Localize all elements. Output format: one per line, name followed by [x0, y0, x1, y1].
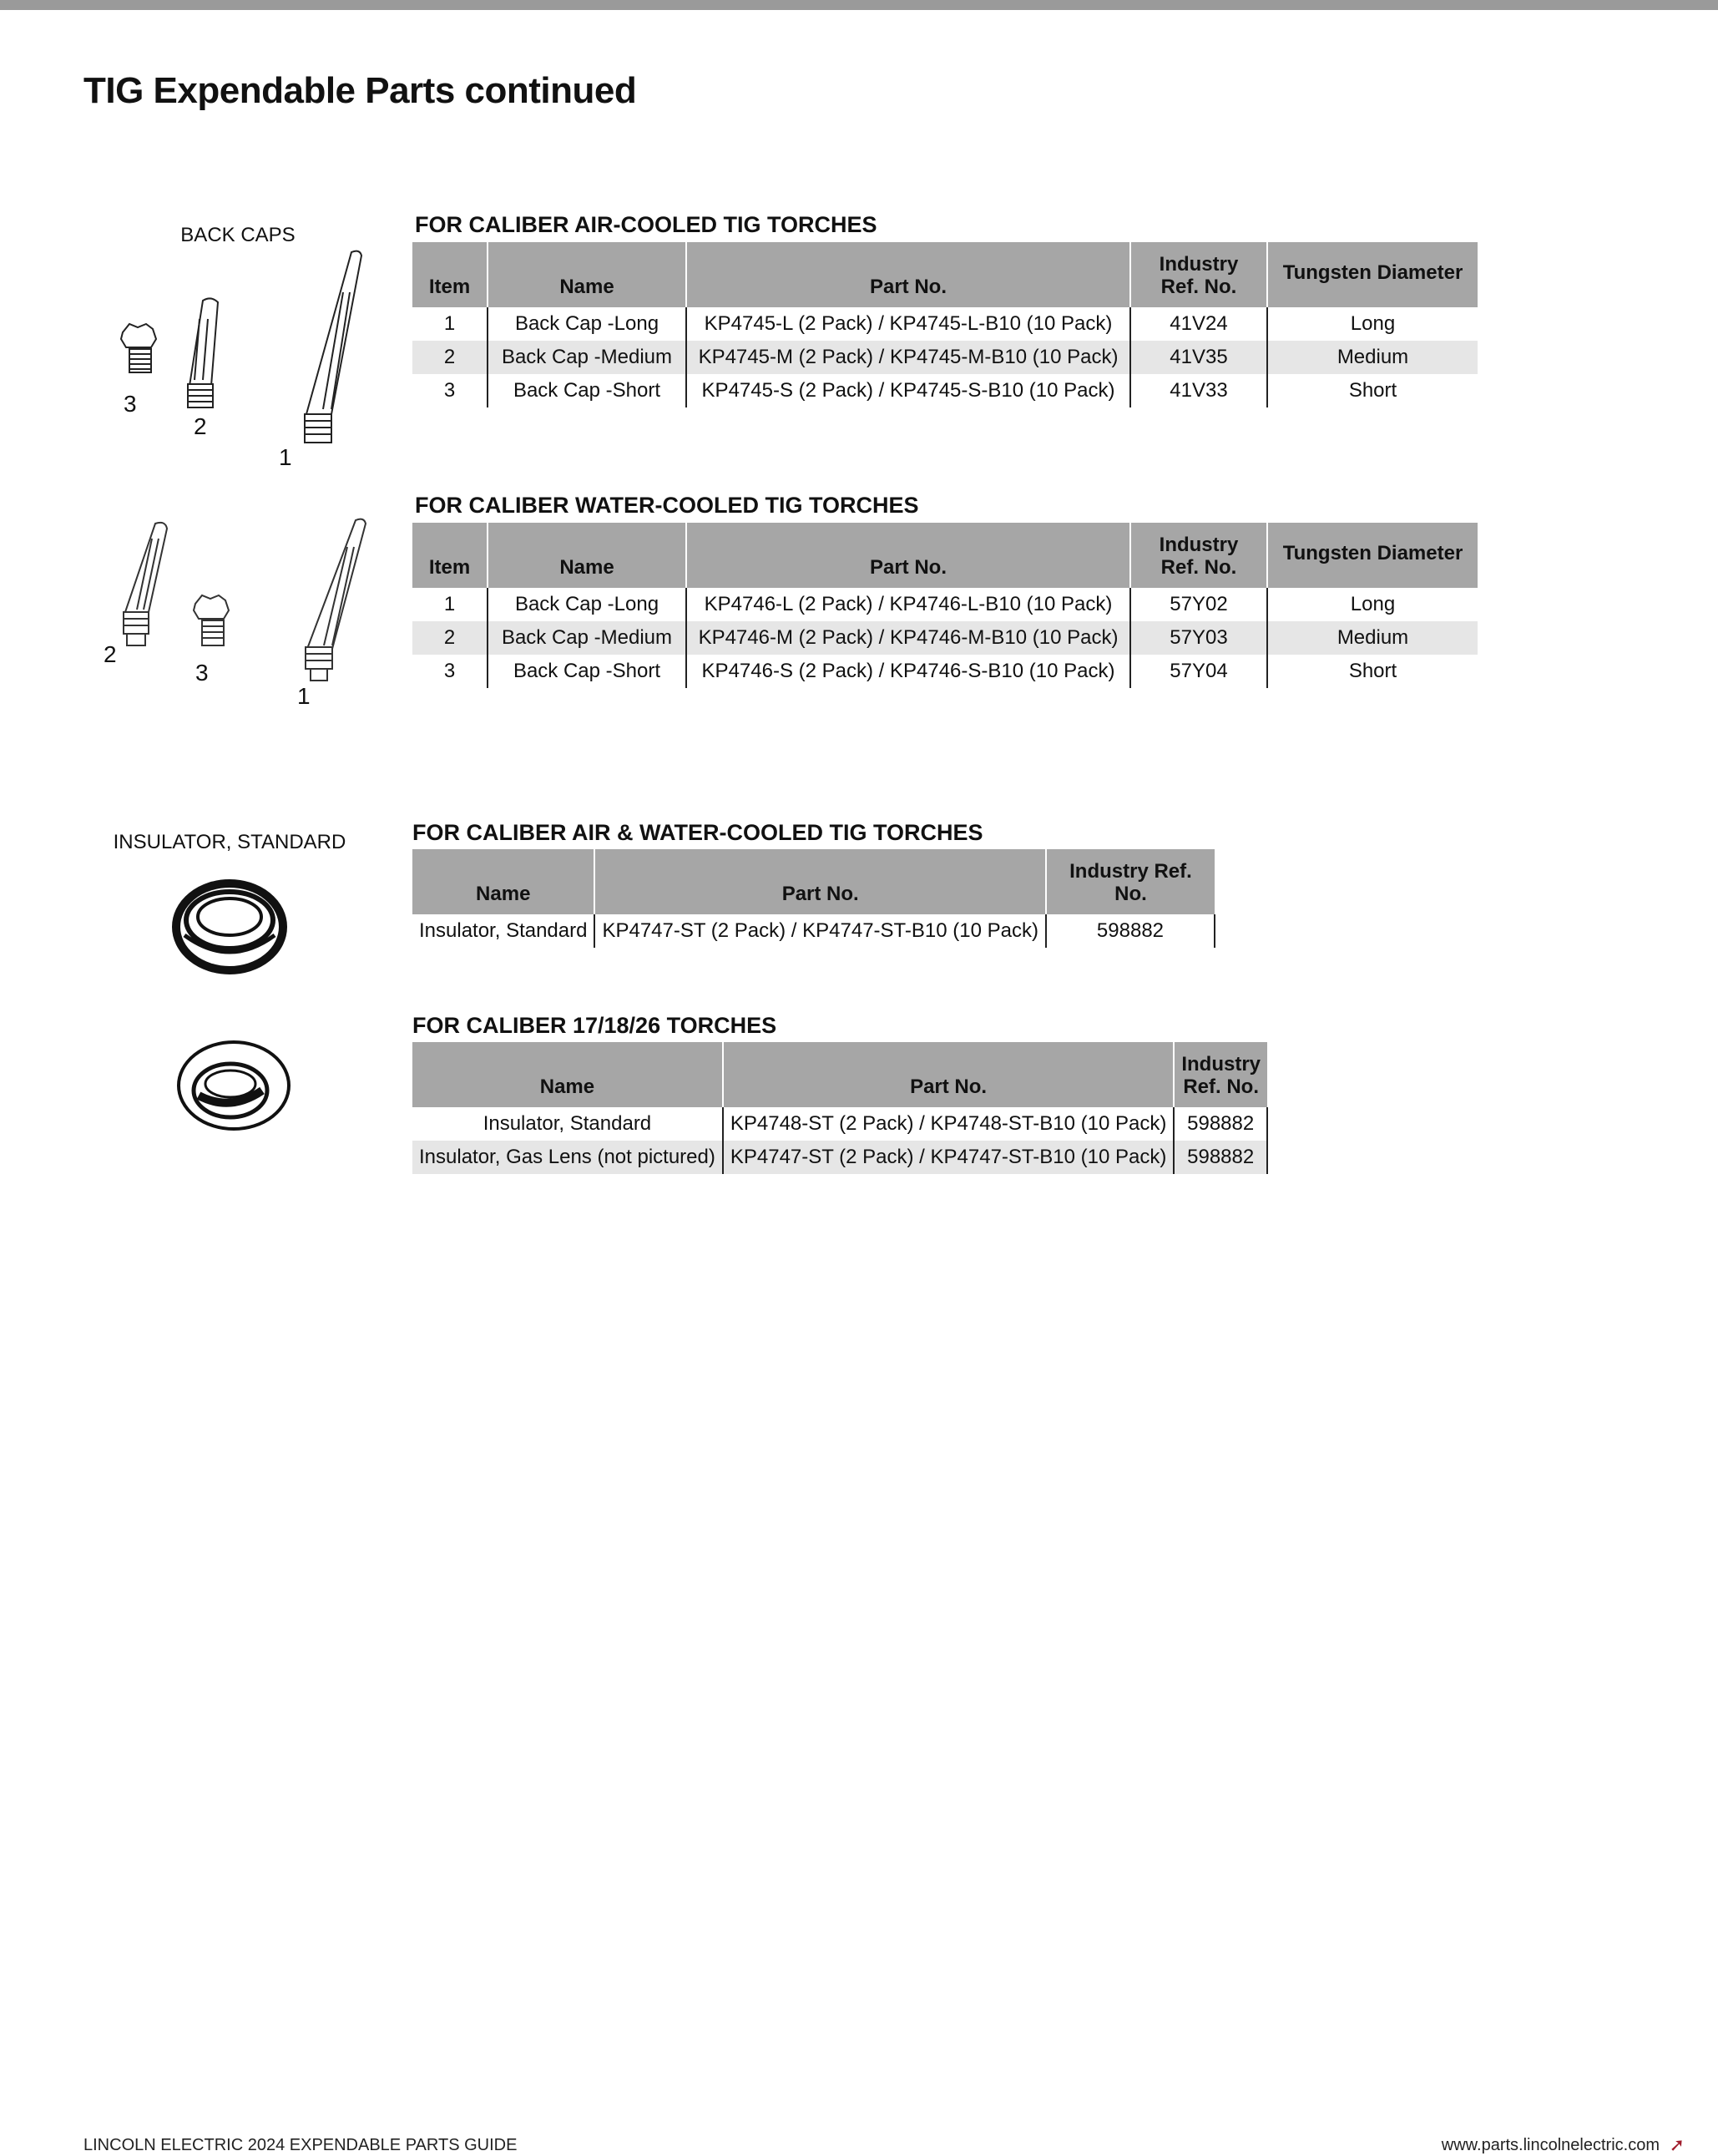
cell-item: 3 — [443, 660, 456, 682]
cell-industry-ref: 598882 — [1174, 1107, 1267, 1141]
back-cap-long-icon — [305, 251, 361, 443]
table-row — [412, 1107, 1267, 1141]
col-header-item: Item — [412, 242, 488, 307]
col-header-part-no: Part No. — [594, 849, 1045, 914]
cell-tungsten-diameter: Short — [1267, 655, 1478, 688]
insulator-air-water-parts-table — [412, 849, 1215, 948]
cell-part-no: KP4747-ST (2 Pack) / KP4747-ST-B10 (10 Pack) — [594, 914, 1045, 948]
col-header-industry-ref: Industry Ref. No. — [1046, 849, 1215, 914]
col-header-name: Name — [488, 242, 686, 307]
footer-website-link[interactable]: www.parts.lincolnelectric.com — [1441, 2136, 1660, 2154]
footer-logo-icon: ➚ — [1669, 2134, 1685, 2155]
cell-item: 1 — [443, 593, 456, 615]
cell-name: Insulator, Standard — [483, 1112, 652, 1135]
back-cap-long-icon — [306, 519, 366, 681]
back-cap-short-icon — [121, 324, 156, 372]
cell-part-no: KP4748-ST (2 Pack) / KP4748-ST-B10 (10 Pack) — [723, 1107, 1174, 1141]
col-header-name: Name — [412, 849, 594, 914]
cell-industry-ref: 57Y04 — [1130, 655, 1267, 688]
back-cap-medium-icon — [188, 298, 218, 407]
insulator-air-water-table-title: FOR CALIBER AIR & WATER-COOLED TIG TORCHES — [412, 820, 983, 845]
insulator-standard-image — [171, 877, 288, 975]
table-header-row — [412, 523, 1478, 588]
col-header-item: Item — [412, 523, 488, 588]
table-row — [412, 1141, 1267, 1174]
cell-name: Back Cap -Short — [488, 655, 686, 688]
cell-part-no: KP4747-ST (2 Pack) / KP4747-ST-B10 (10 Pack) — [723, 1141, 1174, 1174]
cell-item: 2 — [412, 341, 488, 374]
back-cap-medium-icon — [124, 523, 167, 645]
table-row — [412, 621, 1478, 655]
cell-name: Insulator, Gas Lens (not pictured) — [412, 1141, 723, 1174]
col-header-industry-ref: Industry Ref. No. — [1174, 1042, 1267, 1107]
cell-name: Back Cap -Long — [488, 588, 686, 621]
footer-guide-title: LINCOLN ELECTRIC 2024 EXPENDABLE PARTS GUIDE — [83, 2136, 518, 2154]
top-rule — [0, 0, 1718, 10]
water-label-3: 3 — [195, 660, 209, 686]
water-label-1: 1 — [297, 683, 311, 709]
cell-tungsten-diameter: Medium — [1267, 621, 1478, 655]
cell-part-no: KP4746-S (2 Pack) / KP4746-S-B10 (10 Pack) — [686, 655, 1130, 688]
col-header-tungsten-diameter: Tungsten Diameter — [1267, 523, 1478, 588]
col-header-part-no: Part No. — [723, 1042, 1174, 1107]
cell-industry-ref: 41V33 — [1130, 374, 1267, 407]
page-title: TIG Expendable Parts continued — [83, 70, 637, 111]
water-label-2: 2 — [104, 641, 117, 667]
col-header-tungsten-diameter: Tungsten Diameter — [1267, 242, 1478, 307]
insulator-17-parts-table — [412, 1042, 1268, 1174]
air-cooled-parts-table — [412, 242, 1478, 407]
insulator-17-18-26-image — [174, 1034, 295, 1138]
cell-name: Insulator, Standard — [419, 919, 588, 942]
cell-part-no: KP4745-S (2 Pack) / KP4745-S-B10 (10 Pack) — [686, 374, 1130, 407]
table-row — [412, 655, 1478, 688]
cell-tungsten-diameter: Long — [1267, 588, 1478, 621]
cell-tungsten-diameter: Short — [1267, 374, 1478, 407]
cell-part-no: KP4746-L (2 Pack) / KP4746-L-B10 (10 Pack) — [686, 588, 1130, 621]
col-header-name: Name — [488, 523, 686, 588]
cell-part-no: KP4745-M (2 Pack) / KP4745-M-B10 (10 Pack) — [686, 341, 1130, 374]
table-row — [412, 374, 1478, 407]
col-header-part-no: Part No. — [686, 523, 1130, 588]
air-label-3: 3 — [124, 391, 137, 417]
col-header-name: Name — [412, 1042, 723, 1107]
cell-tungsten-diameter: Medium — [1267, 341, 1478, 374]
col-header-industry-ref: Industry Ref. No. — [1130, 523, 1267, 588]
cell-industry-ref: 57Y03 — [1130, 621, 1267, 655]
cell-part-no: KP4746-M (2 Pack) / KP4746-M-B10 (10 Pack) — [686, 621, 1130, 655]
cell-name: Back Cap -Long — [488, 307, 686, 341]
col-header-part-no: Part No. — [686, 242, 1130, 307]
air-cooled-back-caps-image — [104, 242, 388, 476]
water-cooled-parts-table — [412, 523, 1478, 688]
table-header-row — [412, 849, 1215, 914]
cell-industry-ref: 57Y02 — [1130, 588, 1267, 621]
table-row — [412, 341, 1478, 374]
cell-industry-ref: 598882 — [1174, 1141, 1267, 1174]
back-caps-caption: BACK CAPS — [180, 224, 296, 246]
cell-item: 2 — [412, 621, 488, 655]
cell-name: Back Cap -Medium — [488, 341, 686, 374]
table-header-row — [412, 1042, 1267, 1107]
cell-tungsten-diameter: Long — [1267, 307, 1478, 341]
col-header-industry-ref: Industry Ref. No. — [1130, 242, 1267, 307]
cell-industry-ref: 598882 — [1046, 914, 1215, 948]
back-cap-short-icon — [194, 595, 229, 645]
table-header-row — [412, 242, 1478, 307]
water-cooled-table-title: FOR CALIBER WATER-COOLED TIG TORCHES — [415, 493, 919, 518]
cell-name: Back Cap -Short — [488, 374, 686, 407]
water-cooled-back-caps-image — [92, 514, 384, 689]
table-row — [412, 914, 1215, 948]
air-label-1: 1 — [279, 444, 292, 470]
cell-industry-ref: 41V35 — [1130, 341, 1267, 374]
air-cooled-table-title: FOR CALIBER AIR-COOLED TIG TORCHES — [415, 212, 877, 237]
table-row — [412, 307, 1478, 341]
air-label-2: 2 — [194, 413, 207, 439]
insulator-17-table-title: FOR CALIBER 17/18/26 TORCHES — [412, 1013, 777, 1038]
cell-part-no: KP4745-L (2 Pack) / KP4745-L-B10 (10 Pack) — [686, 307, 1130, 341]
table-row — [412, 588, 1478, 621]
cell-item: 1 — [443, 312, 456, 335]
cell-industry-ref: 41V24 — [1130, 307, 1267, 341]
cell-item: 3 — [443, 379, 456, 402]
cell-name: Back Cap -Medium — [488, 621, 686, 655]
insulator-caption: INSULATOR, STANDARD — [113, 831, 346, 853]
